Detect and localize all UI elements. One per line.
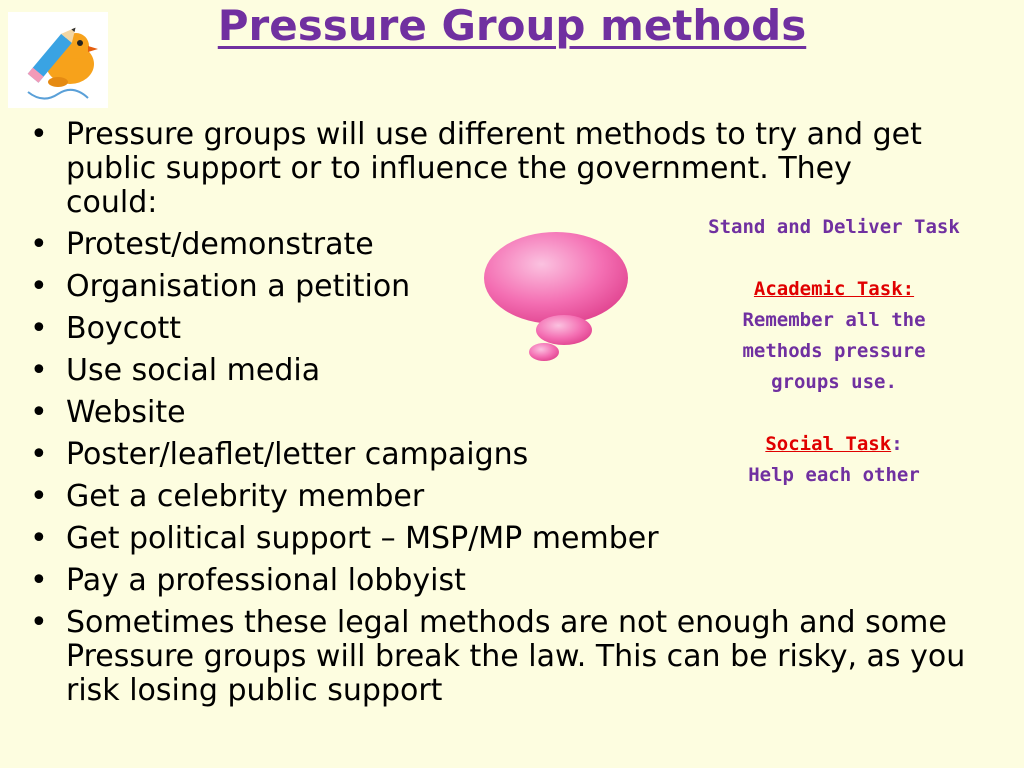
social-task-label: Social Task bbox=[765, 433, 892, 455]
list-item: • Get political support – MSP/MP member bbox=[30, 522, 970, 556]
list-item: • Protest/demonstrate bbox=[30, 228, 970, 262]
social-task-colon: : bbox=[891, 433, 903, 455]
list-item: • Sometimes these legal methods are not enough and some Pressure groups will break the law. This can be risky, as you risk losing public support bbox=[30, 606, 970, 708]
social-task-text: Help each other bbox=[748, 464, 920, 486]
list-item: • Get a celebrity member bbox=[30, 480, 970, 514]
thought-bubble-icon bbox=[480, 226, 630, 366]
list-item: • Use social media bbox=[30, 354, 970, 388]
task-box bbox=[684, 212, 984, 491]
list-item: • Website bbox=[30, 396, 970, 430]
task-heading: Stand and Deliver Task bbox=[708, 216, 960, 238]
social-task-label-line bbox=[684, 429, 984, 460]
list-item: • Organisation a petition bbox=[30, 270, 970, 304]
list-item: • Boycott bbox=[30, 312, 970, 346]
list-item: • Poster/leaflet/letter campaigns bbox=[30, 438, 970, 472]
page-title: Pressure Group methods bbox=[217, 1, 807, 50]
academic-task-text: methods pressure bbox=[742, 340, 926, 362]
academic-task-text: groups use. bbox=[771, 371, 897, 393]
academic-task-text: Remember all the bbox=[742, 309, 926, 331]
academic-task-label: Academic Task: bbox=[753, 278, 915, 300]
list-item: • Pressure groups will use different methods to try and get public support or to influence the government. They could: bbox=[30, 118, 946, 220]
list-item: • Pay a professional lobbyist bbox=[30, 564, 970, 598]
